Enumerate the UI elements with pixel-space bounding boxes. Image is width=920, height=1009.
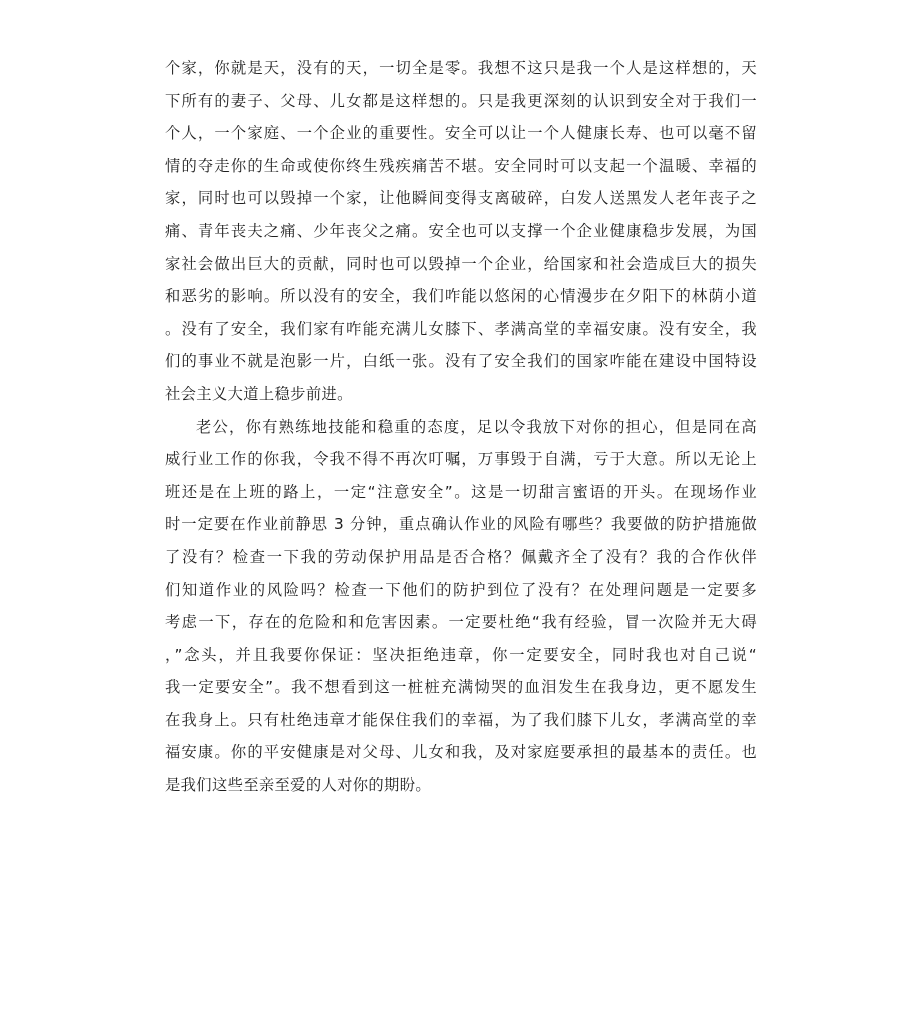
text-line: 福安康。你的平安健康是对父母、儿女和我，及对家庭要承担的最基本的责任。也 [165, 743, 757, 762]
text-line: 了没有？检查一下我的劳动保护用品是否合格？佩戴齐全了没有？我的合作伙伴 [165, 547, 757, 566]
text-line: 我一定要安全”。我不想看到这一桩桩充满恸哭的血泪发生在我身边，更不愿发生 [165, 678, 757, 697]
text-line: 时一定要在作业前静思 3 分钟，重点确认作业的风险有哪些？我要做的防护措施做 [165, 515, 757, 534]
text-line: 威行业工作的你我，令我不得不再次叮嘱，万事毁于自满，亏于大意。所以无论上 [165, 450, 757, 469]
paragraph-1 [165, 52, 757, 411]
text-line: 老公，你有熟练地技能和稳重的态度，足以令我放下对你的担心，但是同在高 [196, 417, 757, 436]
text-line: 。没有了安全，我们家有咋能充满儿女膝下、孝满高堂的幸福安康。没有安全，我 [165, 319, 757, 338]
text-line: 家，同时也可以毁掉一个家，让他瞬间变得支离破碎，白发人送黑发人老年丧子之 [165, 189, 757, 208]
text-line: 和恶劣的影响。所以没有的安全，我们咋能以悠闲的心情漫步在夕阳下的林荫小道 [165, 287, 757, 306]
text-line: 们的事业不就是泡影一片，白纸一张。没有了安全我们的国家咋能在建设中国特设 [165, 352, 757, 371]
text-line: 班还是在上班的路上，一定“注意安全”。这是一切甜言蜜语的开头。在现场作业 [165, 482, 757, 501]
paragraph-2 [165, 411, 757, 802]
text-line: 家社会做出巨大的贡献，同时也可以毁掉一个企业，给国家和社会造成巨大的损失 [165, 254, 757, 273]
text-line: ，”念头，并且我要你保证：坚决拒绝违章，你一定要安全，同时我也对自己说“ [165, 645, 757, 664]
text-line: 考虑一下，存在的危险和和危害因素。一定要杜绝“我有经验，冒一次险并无大碍 [165, 613, 757, 632]
text-line: 情的夺走你的生命或使你终生残疾痛苦不堪。安全同时可以支起一个温暖、幸福的 [165, 156, 757, 175]
text-line: 下所有的妻子、父母、儿女都是这样想的。只是我更深刻的认识到安全对于我们一 [165, 91, 757, 110]
text-line: 是我们这些至亲至爱的人对你的期盼。 [165, 776, 431, 795]
text-line: 在我身上。只有杜绝违章才能保住我们的幸福，为了我们膝下儿女，孝满高堂的幸 [165, 710, 757, 729]
text-line: 社会主义大道上稳步前进。 [165, 384, 353, 403]
text-line: 个人，一个家庭、一个企业的重要性。安全可以让一个人健康长寿、也可以毫不留 [165, 124, 757, 143]
text-line: 痛、青年丧夫之痛、少年丧父之痛。安全也可以支撑一个企业健康稳步发展，为国 [165, 221, 757, 240]
text-line: 们知道作业的风险吗？检查一下他们的防护到位了没有？在处理问题是一定要多 [165, 580, 757, 599]
document-body [165, 52, 757, 802]
text-line: 个家，你就是天，没有的天，一切全是零。我想不这只是我一个人是这样想的，天 [165, 59, 757, 77]
